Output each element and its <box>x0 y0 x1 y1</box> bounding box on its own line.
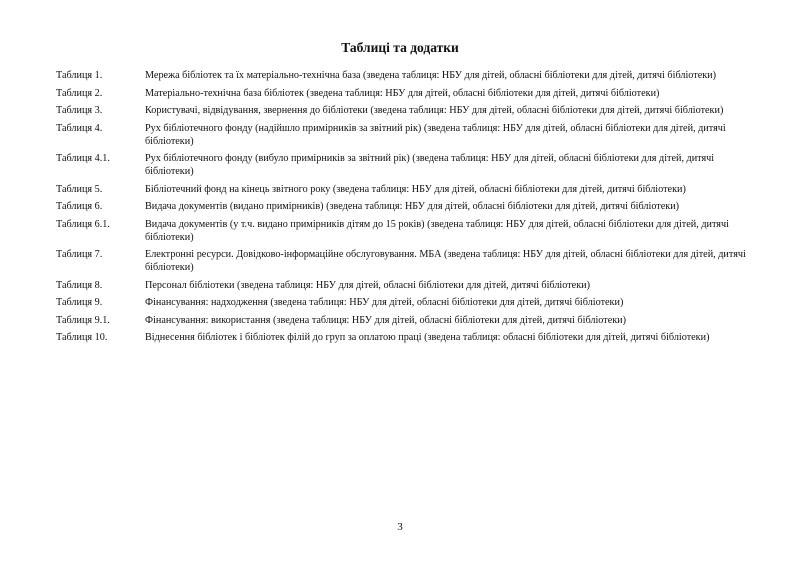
table-number: Таблиця 7. <box>56 249 103 260</box>
tables-list <box>56 69 756 349</box>
table-number: Таблиця 9. <box>56 297 103 308</box>
table-number: Таблиця 3. <box>56 105 103 116</box>
table-description: Видача документів (у т.ч. видано примірників дітям до 15 років) (зведена таблиця: НБУ для дітей, обласні бібліотеки для дітей, дитячі бібліотеки) <box>145 218 729 243</box>
table-description: Мережа бібліотек та їх матеріально-технічна база (зведена таблиця: НБУ для дітей, обласні бібліотеки для дітей, дитячі бібліотеки) <box>145 70 717 81</box>
toc-row <box>56 183 756 196</box>
toc-row <box>56 87 756 100</box>
toc-row <box>56 248 756 274</box>
table-description: Бібліотечний фонд на кінець звітного року (зведена таблиця: НБУ для дітей, обласні бібліотеки для дітей, дитячі бібліотеки) <box>145 183 686 195</box>
table-description: Користувачі, відвідування, звернення до бібліотеки (зведена таблиця: НБУ для дітей, обласні бібліотеки для дітей, дитячі бібліотеки) <box>145 105 724 116</box>
page-number: 3 <box>397 521 403 533</box>
table-description: Рух бібліотечного фонду (надійшло примірників за звітний рік) (зведена таблиця: НБУ для дітей, обласні бібліотеки для дітей, дитячі бібліотеки) <box>145 122 726 147</box>
table-number: Таблиця 10. <box>56 332 108 343</box>
table-number: Таблиця 6. <box>56 201 103 212</box>
table-description: Рух бібліотечного фонду (вибуло примірників за звітний рік) (зведена таблиця: НБУ для дітей, обласні бібліотеки для дітей, дитячі бібліотеки) <box>145 153 715 177</box>
toc-row <box>56 104 756 117</box>
table-number: Таблиця 1. <box>56 70 103 81</box>
table-description: Електронні ресурси. Довідково-інформаційне обслуговування. МБА (зведена таблиця: НБУ для дітей, обласні бібліотеки для дітей, дитячі бібліотеки) <box>145 249 746 273</box>
toc-row <box>56 218 756 244</box>
table-description: Видача документів (видано примірників) (зведена таблиця: НБУ для дітей, обласні бібліотеки для дітей, дитячі бібліотеки) <box>145 201 680 212</box>
table-number: Таблиця 4.1. <box>56 153 110 164</box>
toc-row <box>56 314 756 327</box>
table-description: Матеріально-технічна база бібліотек (зведена таблиця: НБУ для дітей, обласні бібліотеки для дітей, дитячі бібліотеки) <box>145 87 660 99</box>
table-number: Таблиця 6.1. <box>56 218 110 230</box>
toc-row <box>56 200 756 213</box>
table-number: Таблиця 2. <box>56 87 103 99</box>
toc-row <box>56 331 756 344</box>
table-description: Персонал бібліотеки (зведена таблиця: НБУ для дітей, обласні бібліотеки для дітей, дитячі бібліотеки) <box>145 279 590 291</box>
toc-row <box>56 296 756 309</box>
toc-row <box>56 152 756 178</box>
table-description: Фінансування: надходження (зведена таблиця: НБУ для дітей, обласні бібліотеки для дітей, дитячі бібліотеки) <box>145 297 624 308</box>
table-description: Віднесення бібліотек і бібліотек філій до груп за оплатою праці (зведена таблиця: обласні бібліотеки для дітей, дитячі бібліотеки) <box>145 332 710 343</box>
toc-row <box>56 122 756 148</box>
table-description: Фінансування: використання (зведена таблиця: НБУ для дітей, обласні бібліотеки для дітей, дитячі бібліотеки) <box>145 314 627 326</box>
table-number: Таблиця 4. <box>56 122 103 134</box>
page-title: Таблиці та додатки <box>341 40 459 55</box>
table-number: Таблиця 5. <box>56 183 103 195</box>
table-number: Таблиця 8. <box>56 279 103 291</box>
toc-row <box>56 279 756 292</box>
toc-row <box>56 69 756 82</box>
table-number: Таблиця 9.1. <box>56 314 110 326</box>
